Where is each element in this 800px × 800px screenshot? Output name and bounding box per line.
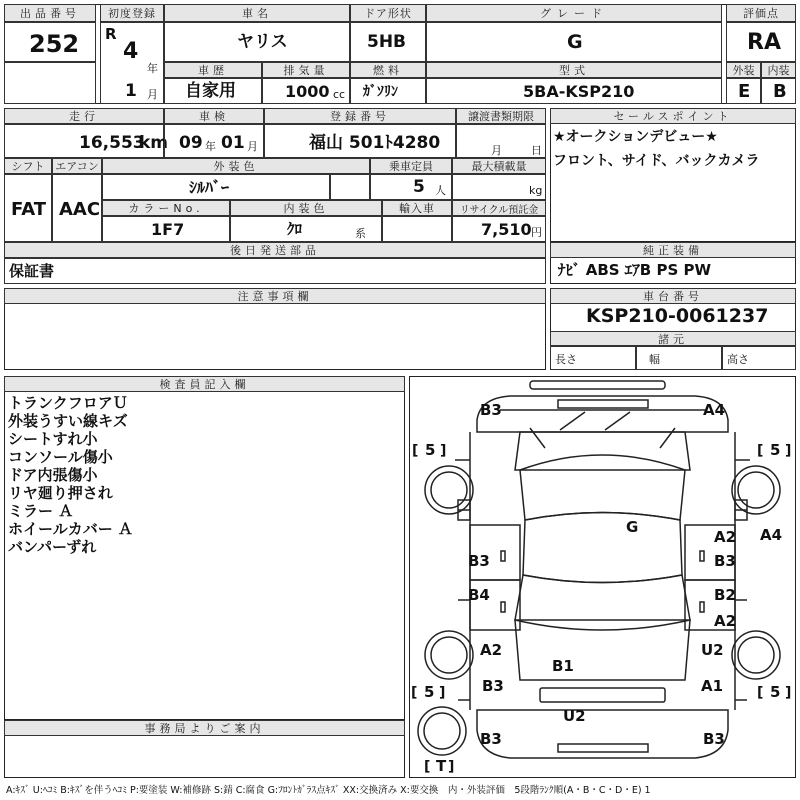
mark-r-rear-door-upper: B2: [714, 586, 736, 604]
plate-label: 登録番号: [264, 108, 456, 124]
inspector-label: 検査員記入欄: [4, 376, 405, 392]
grade-label: グレード: [426, 4, 722, 22]
mark-r-rear-corner: A1: [701, 677, 724, 695]
color-no-cell: [102, 216, 230, 242]
first-reg-month: 1: [125, 81, 137, 101]
capacity-value: 5: [413, 177, 425, 197]
mileage-label: 走行: [4, 108, 164, 124]
exterior-color-cell: [102, 174, 330, 200]
first-reg-era: R: [105, 25, 117, 43]
car-name-label: 車名: [164, 4, 350, 22]
mark-r-front-door-upper: A2: [714, 528, 737, 546]
tire-score-rear-left: 5: [424, 683, 435, 701]
spec-height-label: 高さ: [727, 353, 749, 366]
tires: [418, 466, 783, 755]
aircon-label: エアコン: [52, 158, 102, 174]
transfer-due-label: 譲渡書類期限: [456, 108, 546, 124]
fuel-label: 燃料: [350, 62, 426, 78]
spec-length-label: 長さ: [555, 353, 577, 366]
specs-label: 諸元: [550, 331, 796, 346]
exterior-grade-cell: [726, 78, 761, 104]
interior-color-label: 内装色: [230, 200, 382, 216]
remark-line: トランクフロアＵ: [8, 394, 128, 412]
remark-line: ドア内張傷小: [8, 466, 98, 484]
office-label: 事務局よりご案内: [4, 720, 405, 736]
score-cell: [726, 22, 796, 62]
svg-text:]: ]: [448, 759, 455, 775]
remark-line: 外装うすい線キズ: [8, 412, 128, 430]
spec-width-label: 幅: [649, 353, 660, 366]
first-reg-year-unit: 年: [147, 62, 158, 75]
notes-label: 注意事項欄: [4, 288, 546, 304]
exterior-color-value: ｼﾙﾊﾞｰ: [189, 178, 230, 197]
selling-points-label: セールスポイント: [550, 108, 796, 124]
model-code-value: 5BA-KSP210: [523, 82, 635, 101]
lot-label: 出品番号: [4, 4, 96, 22]
exterior-grade-value: E: [738, 81, 751, 102]
spec-length-cell: [550, 346, 636, 370]
color-no-value: 1F7: [151, 220, 185, 239]
color-no-label: カラーNo.: [102, 200, 230, 216]
car-outline: [455, 381, 750, 758]
fuel-cell: [350, 78, 426, 104]
first-reg-month-unit: 月: [147, 88, 158, 101]
mark-front-right: A4: [703, 401, 726, 419]
lot-number: 252: [29, 30, 80, 58]
transfer-due-month-unit: 月: [491, 144, 502, 157]
svg-text:]: ]: [785, 685, 792, 701]
genuine-equipment-label: 純正装備: [550, 242, 796, 258]
mark-roof: G: [626, 518, 639, 536]
mark-trunk: B1: [552, 657, 574, 675]
inspection-year: 09: [179, 133, 203, 153]
mileage-cell: [4, 124, 169, 158]
later-parts-cell: [4, 258, 546, 284]
first-reg-year: 4: [123, 39, 139, 64]
mileage-unit: km: [139, 133, 169, 153]
inspection-month-unit: 月: [247, 140, 258, 153]
mileage-value: 16,553: [79, 133, 145, 153]
tire-score-rear-right: 5: [770, 683, 781, 701]
displacement-value: 1000: [285, 82, 330, 101]
svg-text:]: ]: [440, 443, 447, 459]
mark-rear-right: B3: [703, 730, 725, 748]
svg-text:[: [: [757, 685, 764, 701]
car-name: ヤリス: [237, 32, 288, 52]
selling-point-line-2: フロント、サイド、バックカメラ: [553, 153, 760, 169]
svg-text:]: ]: [785, 443, 792, 459]
plate-cell: [264, 124, 456, 158]
inspection-month: 01: [221, 133, 245, 153]
capacity-cell: [370, 174, 452, 200]
displacement-unit: cc: [333, 88, 346, 101]
model-code-cell: [426, 78, 722, 104]
aircon-value: AAC: [59, 199, 101, 220]
inspector-remarks: [8, 394, 398, 556]
remark-line: コンソール傷小: [8, 448, 113, 466]
door-label: ドア形状: [350, 4, 426, 22]
recycle-cell: [452, 216, 546, 242]
shift-label: シフト: [4, 158, 52, 174]
inspection-cell: [164, 124, 264, 158]
car-diagram: [409, 376, 796, 778]
recycle-value: 7,510: [481, 220, 532, 239]
tire-score-front-right: 5: [770, 441, 781, 459]
car-name-cell: [164, 22, 350, 62]
exterior-color-extra: [330, 174, 370, 200]
remark-line: ミラー Ａ: [8, 502, 74, 520]
svg-text:[: [: [412, 443, 419, 459]
mark-l-front-door: B3: [468, 552, 490, 570]
grade-value: G: [567, 31, 583, 53]
lot-blank: [4, 62, 96, 104]
capacity-unit: 人: [435, 184, 446, 197]
plate-value: 福山 501ﾄ4280: [309, 133, 441, 153]
grade-cell: [426, 22, 722, 62]
mark-right-fender: A4: [760, 526, 783, 544]
mark-rear-bumper: U2: [563, 707, 586, 725]
history-value: 自家用: [185, 81, 236, 101]
spec-width-cell: [636, 346, 722, 370]
chassis-label: 車台番号: [550, 288, 796, 304]
first-reg-label: 初度登録: [100, 4, 164, 22]
mark-l-quarter: A2: [480, 641, 503, 659]
mark-l-rear-corner: B3: [482, 677, 504, 695]
recycle-label: リサイクル預託金: [452, 200, 546, 216]
svg-text:[: [: [411, 685, 418, 701]
spec-height-cell: [722, 346, 796, 370]
genuine-equipment-value: ﾅﾋﾞ ABS ｴｱB PS PW: [558, 261, 712, 279]
chassis-number: KSP210-0061237: [586, 305, 769, 327]
shift-value: FAT: [11, 199, 47, 220]
svg-text:]: ]: [439, 685, 446, 701]
mark-rear-left: B3: [480, 730, 502, 748]
shift-cell: [4, 174, 52, 242]
door-cell: [350, 22, 426, 62]
remark-line: バンパーずれ: [8, 538, 97, 556]
svg-text:[: [: [757, 443, 764, 459]
inspection-label: 車検: [164, 108, 264, 124]
inspection-year-unit: 年: [205, 140, 216, 153]
capacity-label: 乗車定員: [370, 158, 452, 174]
displacement-cell: [262, 78, 350, 104]
transfer-due-day-unit: 日: [531, 144, 542, 157]
door-type: 5HB: [367, 32, 407, 52]
exterior-grade-label: 外装: [726, 62, 761, 78]
max-load-cell: [452, 174, 546, 200]
selling-point-line-1: ★オークションデビュー★: [553, 129, 718, 145]
interior-color-unit: 系: [355, 227, 366, 240]
score-label: 評価点: [726, 4, 796, 22]
interior-grade-cell: [761, 78, 796, 104]
tire-score-front-left: 5: [425, 441, 436, 459]
interior-grade-label: 内装: [761, 62, 796, 78]
interior-color-cell: [230, 216, 382, 242]
displacement-label: 排気量: [262, 62, 350, 78]
max-load-unit: kg: [529, 184, 543, 197]
history-label: 車歴: [164, 62, 262, 78]
mark-r-rear-door-lower: A2: [714, 612, 737, 630]
mark-l-rear-door: B4: [468, 586, 490, 604]
history-cell: [164, 78, 262, 104]
fuel-value: ｶﾞｿﾘﾝ: [363, 84, 398, 100]
damage-legend: A:ｷｽﾞ U:ﾍｺﾐ B:ｷｽﾞを伴うﾍｺﾐ P:要塗装 W:補修跡 S:錆 C:腐食 G:ﾌﾛﾝﾄｶﾞﾗｽ点ｷｽﾞ XX:交換済み X:要交換 内・外装評価 5段階ﾗﾝｸ順(A・B・C・D・E) 1: [6, 785, 651, 796]
svg-text:[: [: [424, 759, 431, 775]
transfer-due-cell: [456, 124, 546, 158]
remark-line: リヤ廻り押され: [8, 484, 113, 502]
aircon-cell: [52, 174, 102, 242]
remark-line: シートすれ小: [8, 430, 98, 448]
model-code-label: 型式: [426, 62, 722, 78]
spare-tire-label: T: [436, 757, 447, 775]
later-parts-value: 保証書: [9, 262, 55, 280]
mark-r-quarter: U2: [701, 641, 724, 659]
import-label: 輸入車: [382, 200, 452, 216]
interior-grade-value: B: [773, 81, 787, 102]
mark-front-left: B3: [480, 401, 502, 419]
import-cell: [382, 216, 452, 242]
lot-cell: [4, 22, 96, 62]
later-parts-label: 後日発送部品: [4, 242, 546, 258]
mark-r-front-door-lower: B3: [714, 552, 736, 570]
remark-line: ホイールカバー Ａ: [8, 520, 133, 538]
recycle-unit: 円: [531, 226, 542, 239]
first-reg-cell: [100, 22, 164, 104]
score-value: RA: [747, 30, 781, 55]
exterior-color-label: 外装色: [102, 158, 370, 174]
max-load-label: 最大積載量: [452, 158, 546, 174]
interior-color-value: ｸﾛ: [287, 220, 303, 238]
